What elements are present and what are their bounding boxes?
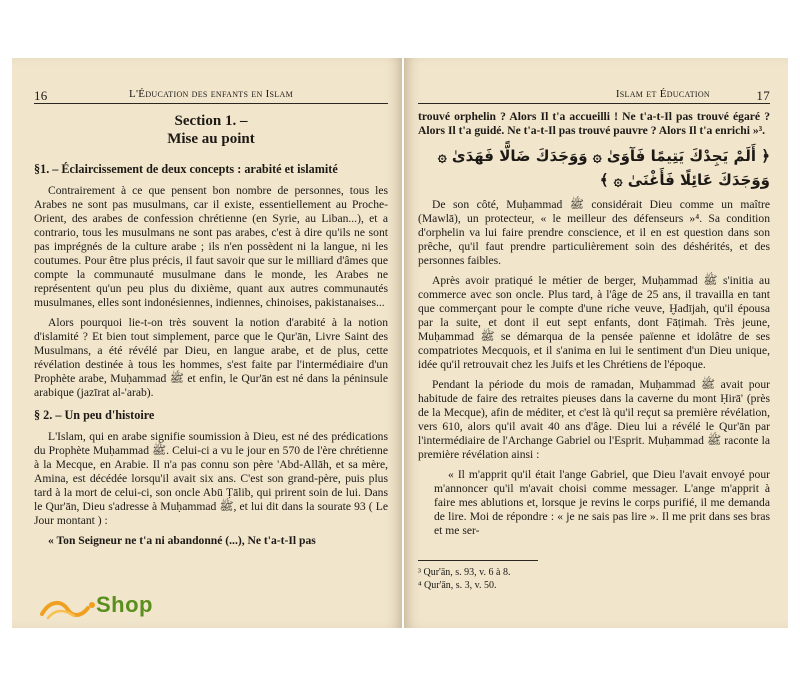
right-header-rule: [418, 103, 770, 104]
right-page: [404, 58, 788, 628]
revelation-quote: « Il m'apprit qu'il était l'ange Gabriel, que Dieu l'avait envoyé pour m'annoncer qu'il m'avait choisi comme messager. L'ange m'apprit à faire mes ablutions et, lorsque je revins le corps purifié, il me demanda de lire. Moi de répondre : « je ne sais pas lire ». Il me prit dans ses bras et me ser-: [434, 468, 770, 537]
swirl-logo-icon: [40, 596, 104, 622]
left-page: [12, 58, 402, 628]
arabic-verse: ﴿ أَلَمْ يَجِدْكَ يَتِيمًا فَآوَىٰ ۞ وَوَجَدَكَ ضَالًّا فَهَدَىٰ ۞ وَوَجَدَكَ عَائِلًا فَأَغْنَىٰ ۞ ﴾: [437, 147, 770, 189]
section-title: [34, 112, 388, 148]
left-paragraph-3: L'Islam, qui en arabe signifie soumission à Dieu, est né des prédications du Prophète Muḥammad ﷺ. Celui-ci a vu le jour en 570 de l'ère chrétienne à la Mecque, en Arabie. Il n'a pas connu son père 'Abd-Allāh, et sa mère, Amina, est décédée lorsqu'il avait six ans. C'est son grand-père, puis plus tard à la mort de celui-ci, son oncle Abū Ṭālib, qui prirent soin de lui. Dans le Qur'ān, Dieu s'adresse à Muḥammad ﷺ, et lui dit dans la sourate 93 ( Le Jour montant ) :: [34, 430, 388, 527]
left-paragraph-1: Contrairement à ce que pensent bon nombre de personnes, tous les Arabes ne sont pas musulmans, car il existe, essentiellement au Proche-Orient, des arabes de confession chrétienne (en Syrie, au Liban...), et a contrario, tous les musulmans ne sont pas arabes, c'est à dire qu'ils ne sont pas imprégnés de la culture arabe ; ils n'en possèdent ni la langue, ni les coutumes. Pour être plus précis, il faut savoir que sur le milliard d'âmes que compte la communauté musulmane dans le monde, les Arabes ne représentent qu'un peu plus du dixième, quant aux autres communautés musulmanes, elles sont indonésiennes, indiennes, chinoises, pakistanaises...: [34, 184, 388, 309]
shop-logo: [40, 590, 180, 624]
right-paragraph-2: Après avoir pratiqué le métier de berger, Muḥammad ﷺ s'initia au commerce avec son oncle. Plus tard, à l'âge de 25 ans, il travailla en tant que commerçant pour le compte d'une riche veuve, Ḫadījah, qu'il épousa par la suite, et dont il eut sept enfants, dont Fāṭimah. Très jeune, Muḥammad ﷺ se démarqua de la pensée païenne et idolâtre de ses compatriotes Mecquois, et il s'anima en lui le sentiment d'un Dieu unique, idée qu'il retrouvait chez les Juifs et les Chrétiens de l'époque.: [418, 274, 770, 371]
quote-continuation: trouvé orphelin ? Alors Il t'a accueilli ! Ne t'a-t-Il pas trouvé égaré ? Alors Il t'a guidé. Ne t'a-t-Il pas trouvé pauvre ? Alors Il t'a enrichi »³.: [418, 110, 770, 137]
footnote-3: ³ Qur'ān, s. 93, v. 6 à 8.: [418, 567, 511, 578]
section-title-line2: Mise au point: [167, 131, 255, 147]
subsection2-heading: § 2. – Un peu d'histoire: [34, 408, 155, 422]
section-title-line1: Section 1. –: [174, 113, 248, 129]
left-page-number: 16: [34, 88, 48, 103]
footnote-4: ⁴ Qur'ān, s. 3, v. 50.: [418, 580, 497, 591]
subsection1-heading: §1. – Éclaircissement de deux concepts : arabité et islamité: [34, 162, 338, 176]
left-page-content: [34, 110, 388, 554]
shop-logo-text: Shop: [96, 592, 153, 617]
footnote-rule: [418, 560, 538, 561]
right-paragraph-1: De son côté, Muḥammad ﷺ considérait Dieu comme un maître (Mawlā), un protecteur, « le meilleur des défenseurs »⁴. Sa condition d'orphelin va lui faire prendre conscience, et il en est question dans son prêche, qu'il faut prendre particulièrement soin des déshérités, et des personnes faibles.: [418, 198, 770, 267]
quote-start: « Ton Seigneur ne t'a ni abandonné (...), Ne t'a-t-Il pas: [48, 534, 316, 547]
right-running-title: Islam et Éducation: [615, 88, 710, 100]
left-paragraph-2: Alors pourquoi lie-t-on très souvent la notion d'arabité à la notion d'islamité ? Et bien tout simplement, parce que le Qur'ān, Livre Saint des Musulmans, a été révélé par Dieu, en langue arabe, et de plus, cette révélation destinée à tous les hommes, s'est faite par l'intermédiaire d'un Prophète arabe, Muḥammad ﷺ et enfin, le Qur'ān est né dans la péninsule arabique (jazīrat al-'arab).: [34, 316, 388, 399]
right-page-number: 17: [756, 88, 770, 103]
open-book: [12, 58, 788, 628]
left-header-rule: [34, 103, 388, 104]
left-running-title: L'Éducation des enfants en Islam: [129, 88, 293, 100]
right-page-content: [418, 110, 770, 592]
right-paragraph-3: Pendant la période du mois de ramadan, Muḥammad ﷺ avait pour habitude de faire des retraites pieuses dans la caverne du mont Ḥirā' (près de la Mecque), afin de méditer, et c'est là qu'il reçut sa première révélation, vers 610, alors qu'il avait 40 ans d'âge. Dieu lui a révélé le Qur'ān par l'intermédiaire de l'Archange Gabriel ou l'Esprit. Muḥammad ﷺ raconte la première révélation ainsi :: [418, 378, 770, 461]
